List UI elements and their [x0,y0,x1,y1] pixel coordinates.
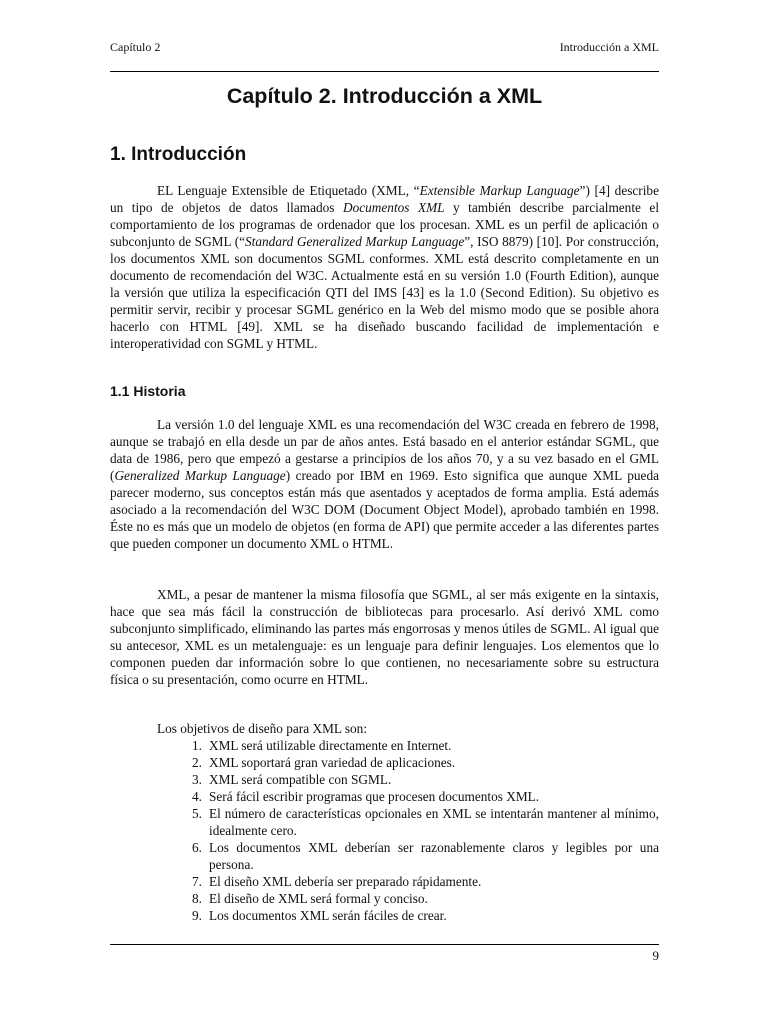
list-item: 5. El número de características opcionales en XML se intentarán mantener al mínimo, idealmente cero. [192,806,659,838]
list-item: 2. XML soportará gran variedad de aplicaciones. [192,755,456,770]
list-item: 6. Los documentos XML deberían ser razonablemente claros y legibles por una persona. [192,840,659,872]
intro-paragraph: EL Lenguaje Extensible de Etiquetado (XML, “Extensible Markup Language”) [4] describe un tipo de objetos de datos llamados Documentos XML y también describe parcialmente el comportamiento de los programas de ordenador que los procesan. XML es un perfil de aplicación o subconjunto de SGML (“Standard Generalized Markup Language”, ISO 8879) [10]. Por construcción, los documentos XML son documentos SGML conformes. XML está descrito completamente en un documento de recomendación del W3C. Actualmente está en su versión 1.0 (Fourth Edition), aunque la versión que utiliza la especificación QTI del IMS [43] es la 1.0 (Second Edition). Su objetivo es permitir servir, recibir y procesar SGML genérico en la Web del mismo modo que se posible ahora hacerlo con HTML [49]. XML se ha diseñado buscando facilidad de implementación e interoperatividad con SGML y HTML. [110,183,660,351]
historia-paragraph-2: XML, a pesar de mantener la misma filosofía que SGML, al ser más exigente en la sintaxis, hace que sea más fácil la construcción de bibliotecas para procesarlo. Así derivó XML como subconjunto simplificado, eliminando las partes más engorrosas y menos útiles de SGML. Al igual que su antecesor, XML es un metalenguaje: es un lenguaje para definir lenguajes. Los elementos que lo componen pueden dar información sobre lo que contienen, no necesariamente sobre su estructura física o su presentación, como ocurre en HTML. [110,587,659,687]
list-item: 9. Los documentos XML serán fáciles de crear. [192,908,447,923]
list-item: 7. El diseño XML debería ser preparado rápidamente. [192,874,482,889]
running-header [110,40,659,55]
section-heading-introduccion: 1. Introducción [110,144,247,165]
chapter-title: Capítulo 2. Introducción a XML [226,84,543,108]
list-item: 4. Será fácil escribir programas que procesen documentos XML. [192,789,540,804]
list-item: 3. XML será compatible con SGML. [192,772,392,787]
header-chapter: Capítulo 2 [110,40,161,54]
design-objectives-list [157,737,659,924]
list-item: 8. El diseño de XML será formal y conciso. [192,891,428,906]
page-number: 9 [652,948,659,963]
header-topic: Introducción a XML [559,40,659,54]
objectives-intro: Los objetivos de diseño para XML son: [157,721,368,736]
list-item: 1. XML será utilizable directamente en Internet. [192,738,452,753]
subsection-heading-historia: 1.1 Historia [110,383,186,399]
header-rule [110,71,659,72]
historia-paragraph-1: La versión 1.0 del lenguaje XML es una recomendación del W3C creada en febrero de 1998, aunque se trabajó en ella desde un par de años antes. Está basado en el anterior estándar SGML, que data de 1986, pero que empezó a gestarse a principios de los años 70, y a su vez basado en el GML (Generalized Markup Language) creado por IBM en 1969. Esto significa que aunque XML pueda parecer moderno, sus conceptos están más que asentados y aceptados de forma amplia. Está además asociado a la recomendación del W3C DOM (Document Object Model), aprobado también en 1998. Éste no es más que un modelo de objetos (en forma de API) que permite acceder a las diferentes partes que pueden componer un documento XML o HTML. [110,417,659,551]
footer-rule [110,944,659,945]
